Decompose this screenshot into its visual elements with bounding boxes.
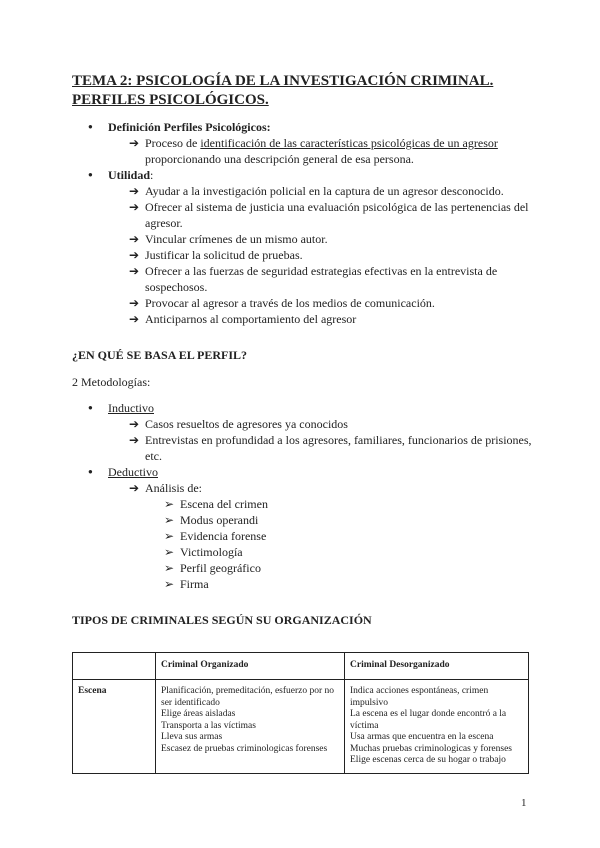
colon: : — [150, 168, 154, 182]
organizado-cell — [156, 680, 345, 774]
cell-line: Planificación, premeditación, esfuerzo por no ser identificado — [161, 686, 335, 708]
table-row — [73, 680, 529, 774]
bullet-inductivo — [72, 400, 532, 464]
list-item: ➔ Entrevistas en profundidad a los agresores, familiares, funcionarios de prisiones, etc. — [72, 432, 532, 464]
cell-line: Elige áreas aisladas — [161, 709, 236, 719]
list-item: ➔ Ofrecer a las fuerzas de seguridad estrategias efectivas en la entrevista de sospechosos. — [72, 263, 532, 295]
utilidad-label: Utilidad — [108, 168, 151, 182]
text: proporcionando una descripción general de esa persona. — [145, 152, 414, 166]
header-cell: Criminal Desorganizado — [345, 653, 529, 680]
inductivo-label: ● Inductivo — [108, 401, 154, 415]
header-cell — [73, 653, 156, 680]
analisis-label — [72, 480, 532, 496]
definicion-label: ● Definición Perfiles Psicológicos: — [108, 120, 271, 134]
section-definicion-utilidad — [72, 119, 532, 327]
criminal-types-table — [72, 652, 529, 774]
cell-line: Indica acciones espontáneas, crimen impulsivo — [350, 686, 489, 708]
list-item: ➢ Perfil geográfico — [72, 560, 532, 576]
list-item: ➢ Modus operandi — [72, 512, 532, 528]
cell-line: Muchas pruebas criminologicas y forenses — [350, 743, 512, 754]
list-item: ➔ Vincular crímenes de un mismo autor. — [72, 231, 532, 247]
row-label: Escena — [73, 680, 156, 774]
header-cell: Criminal Organizado — [156, 653, 345, 680]
list-item: ➢ Victimología — [72, 544, 532, 560]
list-item: ➔ Provocar al agresor a través de los medios de comunicación. — [72, 295, 532, 311]
metodologias-intro: 2 Metodologías: — [72, 375, 151, 389]
tipos-heading: TIPOS DE CRIMINALES SEGÚN SU ORGANIZACIÓN — [72, 613, 372, 627]
cell-line: Escasez de pruebas criminologicas forenses — [161, 743, 328, 754]
list-item: ➔ Justificar la solicitud de pruebas. — [72, 247, 532, 263]
list-item: ➔ Casos resueltos de agresores ya conocidos — [72, 416, 532, 432]
text: Análisis de: — [145, 481, 202, 495]
text: Proceso de — [145, 136, 201, 150]
cell-line: Usa armas que encuentra en la escena — [350, 732, 494, 742]
cell-line: Elige escenas cerca de su hogar o trabajo — [350, 755, 506, 765]
definicion-text — [72, 135, 532, 167]
cell-line: Lleva sus armas — [161, 732, 223, 742]
page-number: 1 — [521, 797, 527, 809]
desorganizado-cell — [345, 680, 529, 774]
list-item: ➢ Escena del crimen — [72, 496, 532, 512]
list-item: ➢ Evidencia forense — [72, 528, 532, 544]
deductivo-label: ● Deductivo — [108, 465, 158, 479]
cell-line: Transporta a las víctimas — [161, 720, 256, 731]
table-header-row — [73, 653, 529, 680]
perfil-heading: ¿EN QUÉ SE BASA EL PERFIL? — [72, 348, 248, 362]
list-item: ➔ Ofrecer al sistema de justicia una evaluación psicológica de las pertenencias del agresor. — [72, 199, 532, 231]
list-item: ➔ Ayudar a la investigación policial en la captura de un agresor desconocido. — [72, 183, 532, 199]
bullet-utilidad — [72, 167, 532, 327]
section-metodologias — [72, 400, 532, 592]
cell-line: La escena es el lugar donde encontró a la víctima — [350, 709, 507, 731]
list-item: ➢ Firma — [72, 576, 532, 592]
underlined-text: identificación de las características psicológicas de un agresor — [200, 136, 498, 150]
bullet-definicion — [72, 119, 532, 167]
list-item: ➔ Anticiparnos al comportamiento del agresor — [72, 311, 532, 327]
page-title: TEMA 2: PSICOLOGÍA DE LA INVESTIGACIÓN CRIMINAL. PERFILES PSICOLÓGICOS. — [72, 73, 494, 108]
bullet-deductivo — [72, 464, 532, 592]
